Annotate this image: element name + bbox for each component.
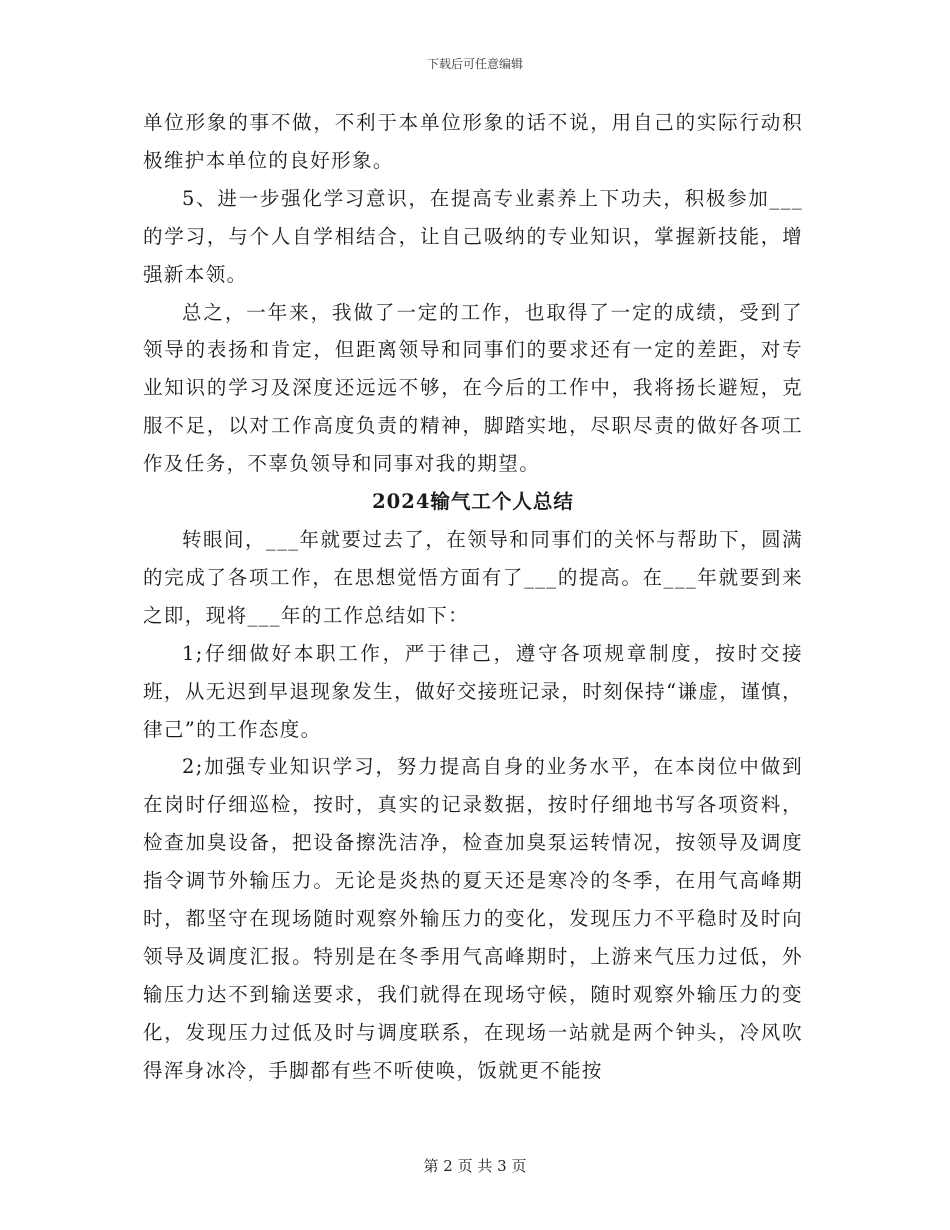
paragraph-item-5: 5、进一步强化学习意识，在提高专业素养上下功夫，积极参加___的学习，与个人自学相结合，让自己吸纳的专业知识，掌握新技能，增强新本领。 bbox=[143, 186, 803, 286]
paragraph-conclusion: 总之，一年来，我做了一定的工作，也取得了一定的成绩，受到了领导的表扬和肯定，但距离领导和同事们的要求还有一定的差距，对专业知识的学习及深度还远远不够，在今后的工作中，我将扬长避短，克服不足，以对工作高度负责的精神，脚踏实地，尽职尽责的做好各项工作及任务，不辜负领导和同事对我的期望。 bbox=[143, 300, 803, 476]
paragraph-intro: 转眼间，___年就要过去了，在领导和同事们的关怀与帮助下，圆满的完成了各项工作，在思想觉悟方面有了___的提高。在___年就要到来之即，现将___年的工作总结如下： bbox=[143, 527, 803, 627]
page-header: 下载后可任意编辑 bbox=[426, 57, 523, 71]
paragraph-item-1: 1;仔细做好本职工作，严于律己，遵守各项规章制度，按时交接班，从无迟到早退现象发生，做好交接班记录，时刻保持“谦虚，谨慎，律己”的工作态度。 bbox=[143, 641, 803, 741]
document-body bbox=[143, 104, 803, 1090]
paragraph-continued: 单位形象的事不做，不利于本单位形象的话不说，用自己的实际行动积极维护本单位的良好形象。 bbox=[143, 111, 803, 172]
page-number: 第 2 页 共 3 页 bbox=[423, 1157, 527, 1175]
paragraph-item-2: 2;加强专业知识学习，努力提高自身的业务水平，在本岗位中做到在岗时仔细巡检，按时，真实的记录数据，按时仔细地书写各项资料，检查加臭设备，把设备擦洗洁净，检查加臭泵运转情况，按领导及调度指令调节外输压力。无论是炎热的夏天还是寒冷的冬季，在用气高峰期时，都坚守在现场随时观察外输压力的变化，发现压力不平稳时及时向领导及调度汇报。特别是在冬季用气高峰期时，上游来气压力过低，外输压力达不到输送要求，我们就得在现场守候，随时观察外输压力的变化，发现压力过低及时与调度联系，在现场一站就是两个钟头，冷风吹得浑身冰冷，手脚都有些不听使唤，饭就更不能按 bbox=[143, 755, 803, 1082]
section-title: 2024输气工个人总结 bbox=[372, 490, 574, 514]
